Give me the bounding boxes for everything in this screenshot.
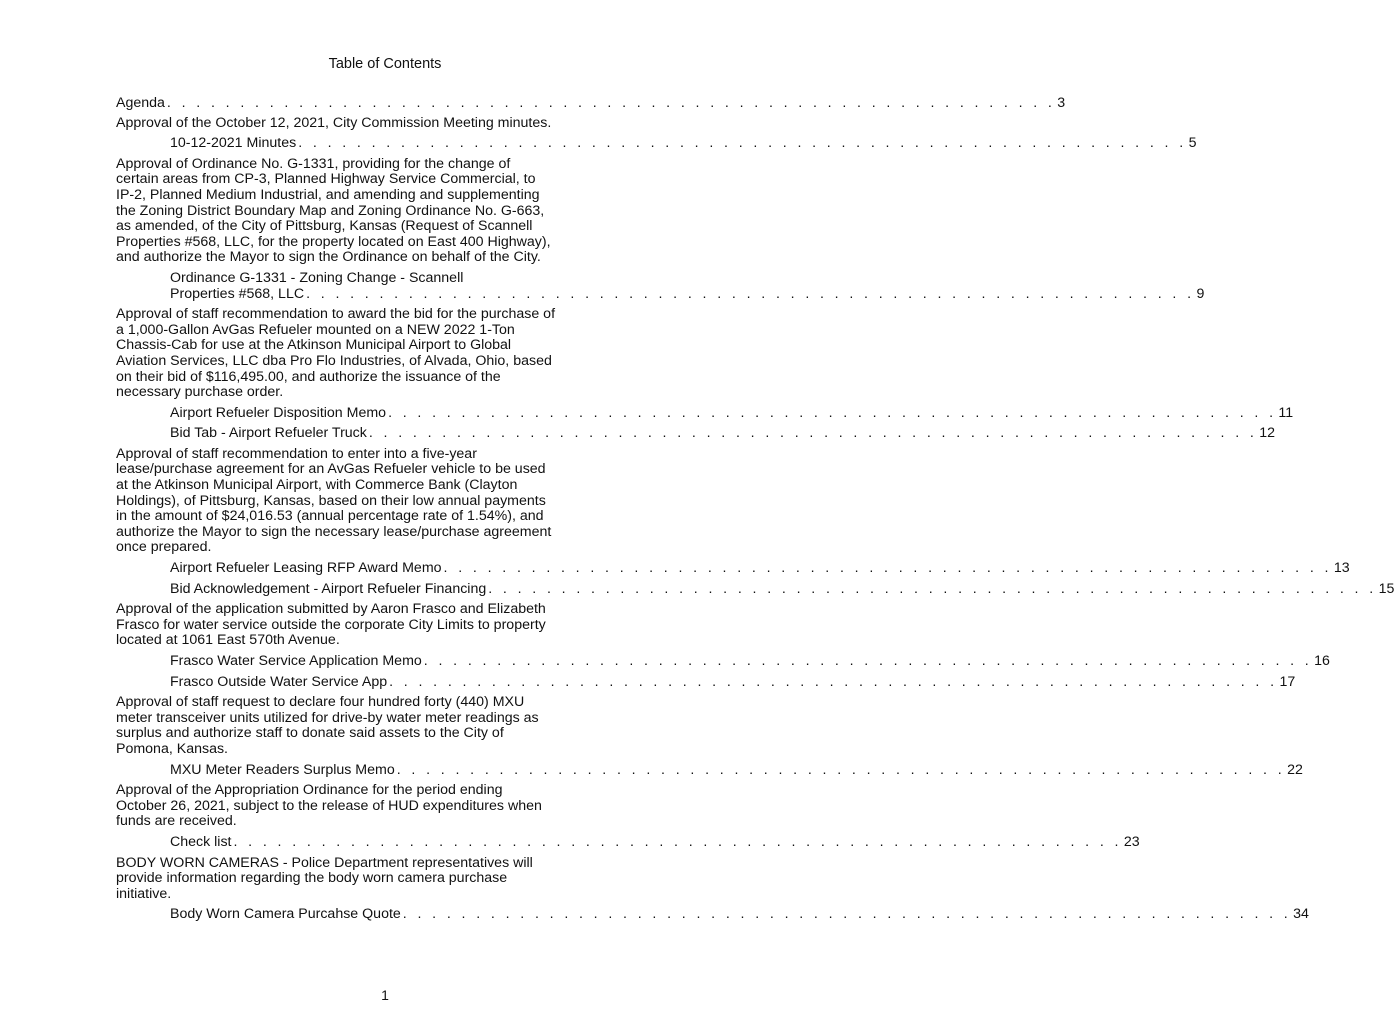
agenda-item-description: Approval of Ordinance No. G-1331, providing for the change of certain areas from CP-3, Planned Highway Service Commercial, to IP-2, Planned Medium Industrial, and amending and supplementing the Zoning District Boundary Map and Zoning Ordinance No. G-663, as amended, of the City of Pittsburg, Kansas (Request of Scannell Properties #568, LLC, for the property located on East 400 Highway), and authorize the Mayor to sign the Ordinance on behalf of the City. [116, 155, 551, 266]
toc-entry-text: Agenda [116, 95, 165, 111]
toc-entry-text: Airport Refueler Disposition Memo [170, 404, 387, 421]
agenda-item-description: Approval of staff recommendation to award the bid for the purchase of a 1,000-Gallon AvGas Refueler mounted on a NEW 2022 1-Ton Chassis-Cab for use at the Atkinson Municipal Airport to Global Aviation Services, LLC dba Pro Flo Industries, of Alvada, Ohio, based on their bid of $116,495.00, and authorize the issuance of the necessary purchase order. [116, 306, 556, 401]
toc-entry-text: Bid Acknowledgement - Airport Refueler Financing [170, 580, 487, 597]
toc-entry-text: Properties #568, LLC [170, 285, 305, 302]
page-title: Table of Contents [328, 56, 442, 72]
toc-page-number: 22 [1287, 761, 1303, 778]
dot-leader: . . . . . . . . . . . . . . . . . . . . . . . . . . . . . . . . . . . . . . . . . . . . . . . . . . . . . . . . . . . . . [166, 95, 1056, 111]
dot-leader: . . . . . . . . . . . . . . . . . . . . . . . . . . . . . . . . . . . . . . . . . . . . . . . . . . . . . . . . . . . . . [402, 906, 1292, 923]
dot-leader: . . . . . . . . . . . . . . . . . . . . . . . . . . . . . . . . . . . . . . . . . . . . . . . . . . . . . . . . . . . . . [389, 673, 1278, 690]
toc-page-number: 3 [1057, 95, 1066, 111]
toc-entry-attachment[interactable] [170, 269, 1205, 302]
toc-entry-attachment[interactable] [170, 653, 1330, 670]
dot-leader: . . . . . . . . . . . . . . . . . . . . . . . . . . . . . . . . . . . . . . . . . . . . . . . . . . . . . . . . . . . . . [233, 833, 1122, 850]
toc-entry-attachment[interactable] [170, 580, 1394, 598]
dot-leader: . . . . . . . . . . . . . . . . . . . . . . . . . . . . . . . . . . . . . . . . . . . . . . . . . . . . . . . . . . . . . [368, 425, 1258, 442]
toc-entry-text: Frasco Outside Water Service App [170, 673, 388, 690]
toc-entry-text: 10-12-2021 Minutes [170, 135, 297, 152]
toc-page-number: 13 [1333, 560, 1350, 577]
toc-entry-attachment[interactable] [170, 560, 1350, 577]
dot-leader: . . . . . . . . . . . . . . . . . . . . . . . . . . . . . . . . . . . . . . . . . . . . . . . . . . . . . . . . . . . . . [306, 285, 1195, 302]
dot-leader: . . . . . . . . . . . . . . . . . . . . . . . . . . . . . . . . . . . . . . . . . . . . . . . . . . . . . . . . . . . . . [396, 761, 1286, 778]
dot-leader: . . . . . . . . . . . . . . . . . . . . . . . . . . . . . . . . . . . . . . . . . . . . . . . . . . . . . . . . . . . . . [298, 135, 1187, 152]
dot-leader: . . . . . . . . . . . . . . . . . . . . . . . . . . . . . . . . . . . . . . . . . . . . . . . . . . . . . . . . . . . . . [423, 653, 1313, 669]
toc-entry-leader-row [170, 285, 1205, 303]
toc-page-number: 12 [1259, 425, 1276, 442]
toc-page-number: 11 [1278, 404, 1294, 421]
toc-entry-attachment[interactable] [170, 906, 1309, 923]
toc-items [116, 114, 1394, 923]
toc-page-number: 9 [1196, 285, 1205, 302]
agenda-item-description: Approval of the application submitted by Aaron Frasco and Elizabeth Frasco for water service outside the corporate City Limits to property located at 1061 East 570th Avenue. [116, 601, 546, 649]
toc-entry-text-line1: Ordinance G-1331 - Zoning Change - Scannell [170, 269, 464, 286]
toc-entry-attachment[interactable] [170, 833, 1140, 851]
toc-entry-text: Body Worn Camera Purcahse Quote [170, 906, 401, 923]
agenda-item-description: Approval of staff request to declare four hundred forty (440) MXU meter transceiver units utilized for drive-by water meter readings as surplus and authorize staff to donate said assets to the City of Pomona, Kansas. [116, 694, 539, 757]
dot-leader: . . . . . . . . . . . . . . . . . . . . . . . . . . . . . . . . . . . . . . . . . . . . . . . . . . . . . . . . . . . . . [443, 560, 1332, 577]
toc-entry-text: MXU Meter Readers Surplus Memo [170, 761, 395, 778]
toc-entry-agenda[interactable] [116, 95, 1066, 112]
toc-entry-text: Airport Refueler Leasing RFP Award Memo [170, 560, 442, 577]
toc-page-number: 15 [1378, 580, 1394, 597]
agenda-item-description: Approval of the Appropriation Ordinance for the period ending October 26, 2021, subject to the release of HUD expenditures when funds are received. [116, 782, 542, 830]
toc-page-number: 5 [1188, 135, 1197, 152]
toc-entry-attachment[interactable] [170, 135, 1197, 152]
toc-entry-attachment[interactable] [170, 425, 1276, 442]
toc-entry-attachment[interactable] [170, 673, 1296, 691]
toc-list [116, 95, 1394, 928]
toc-entry-attachment[interactable] [170, 404, 1294, 422]
agenda-item-description: Approval of the October 12, 2021, City Commission Meeting minutes. [116, 114, 552, 131]
toc-page-number: 16 [1314, 653, 1330, 669]
agenda-item-description: Approval of staff recommendation to enter into a five-year lease/purchase agreement for an AvGas Refueler vehicle to be used at the Atkinson Municipal Airport, with Commerce Bank (Clayton Holdings), of Pittsburg, Kansas, based on their low annual payments in the amount of $24,016.53 (annual percentage rate of 1.54%), and authorize the Mayor to sign the necessary lease/purchase agreement once prepared. [116, 445, 552, 556]
toc-entry-text: Bid Tab - Airport Refueler Truck [170, 425, 367, 442]
toc-entry-attachment[interactable] [170, 761, 1303, 779]
toc-page-number: 17 [1279, 673, 1296, 690]
dot-leader: . . . . . . . . . . . . . . . . . . . . . . . . . . . . . . . . . . . . . . . . . . . . . . . . . . . . . . . . . . . . . [388, 404, 1277, 421]
toc-entry-text: Check list [170, 833, 232, 850]
toc-page-number: 23 [1123, 833, 1140, 850]
dot-leader: . . . . . . . . . . . . . . . . . . . . . . . . . . . . . . . . . . . . . . . . . . . . . . . . . . . . . . . . . . . . . [488, 580, 1377, 597]
toc-entry-text: Frasco Water Service Application Memo [170, 653, 422, 669]
toc-page-number: 34 [1293, 906, 1309, 923]
page-number: 1 [381, 987, 389, 1003]
agenda-item-description: BODY WORN CAMERAS - Police Department representatives will provide information regarding the body worn camera purchase initiative. [116, 854, 533, 902]
